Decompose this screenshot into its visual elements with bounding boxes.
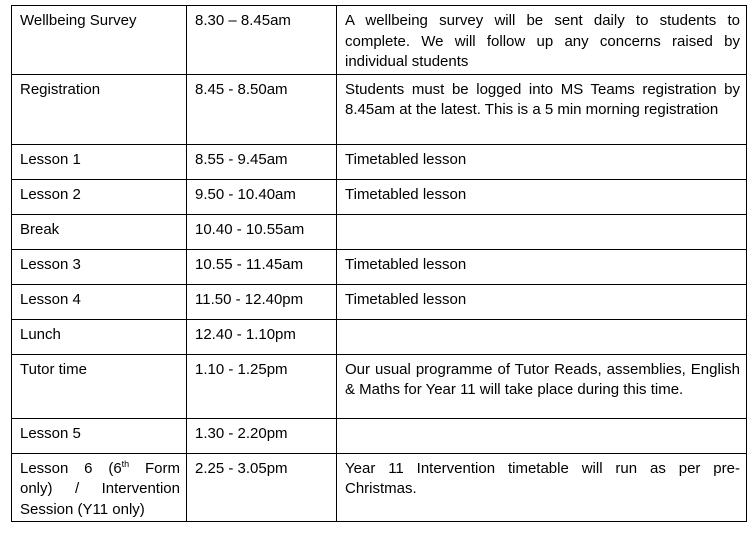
- description-cell: Timetabled lesson: [337, 179, 747, 214]
- session-cell: Lesson 4: [12, 284, 187, 319]
- time-cell: 8.45 - 8.50am: [187, 74, 337, 144]
- time-cell: 12.40 - 1.10pm: [187, 319, 337, 354]
- session-cell: Wellbeing Survey: [12, 6, 187, 75]
- table-row: [12, 74, 747, 144]
- time-cell: 8.55 - 9.45am: [187, 144, 337, 179]
- table-row: [12, 6, 747, 75]
- table-row: [12, 453, 747, 522]
- session-cell: Lesson 5: [12, 418, 187, 453]
- session-cell: Lesson 2: [12, 179, 187, 214]
- session-cell: Lesson 1: [12, 144, 187, 179]
- time-cell: 11.50 - 12.40pm: [187, 284, 337, 319]
- table-row: [12, 319, 747, 354]
- time-cell: 2.25 - 3.05pm: [187, 453, 337, 522]
- time-cell: 10.40 - 10.55am: [187, 214, 337, 249]
- session-cell: Tutor time: [12, 354, 187, 418]
- description-cell: [337, 214, 747, 249]
- session-cell: Lesson 3: [12, 249, 187, 284]
- table-row: [12, 144, 747, 179]
- session-prefix: Lesson 6 (6: [20, 459, 122, 477]
- table-row: [12, 354, 747, 418]
- table-row: [12, 214, 747, 249]
- time-cell: 8.30 – 8.45am: [187, 6, 337, 75]
- session-cell: Registration: [12, 74, 187, 144]
- timetable: [11, 5, 747, 522]
- description-cell: A wellbeing survey will be sent daily to students to complete. We will follow up any concerns raised by individual students: [337, 6, 747, 75]
- table-row: [12, 179, 747, 214]
- description-cell: Timetabled lesson: [337, 144, 747, 179]
- description-cell: Timetabled lesson: [337, 284, 747, 319]
- description-cell: Year 11 Intervention timetable will run as per pre-Christmas.: [337, 453, 747, 522]
- time-cell: 10.55 - 11.45am: [187, 249, 337, 284]
- ordinal-superscript: th: [121, 458, 130, 469]
- time-cell: 1.30 - 2.20pm: [187, 418, 337, 453]
- description-cell: Timetabled lesson: [337, 249, 747, 284]
- session-suffix: Form only) / Intervention Session (Y11 only): [20, 459, 180, 518]
- description-cell: Students must be logged into MS Teams registration by 8.45am at the latest. This is a 5 min morning registration: [337, 74, 747, 144]
- session-cell: Break: [12, 214, 187, 249]
- table-row: [12, 249, 747, 284]
- table-row: [12, 418, 747, 453]
- description-cell: Our usual programme of Tutor Reads, assemblies, English & Maths for Year 11 will take place during this time.: [337, 354, 747, 418]
- description-cell: [337, 418, 747, 453]
- session-cell: [12, 453, 187, 522]
- description-cell: [337, 319, 747, 354]
- time-cell: 9.50 - 10.40am: [187, 179, 337, 214]
- time-cell: 1.10 - 1.25pm: [187, 354, 337, 418]
- session-cell: Lunch: [12, 319, 187, 354]
- table-row: [12, 284, 747, 319]
